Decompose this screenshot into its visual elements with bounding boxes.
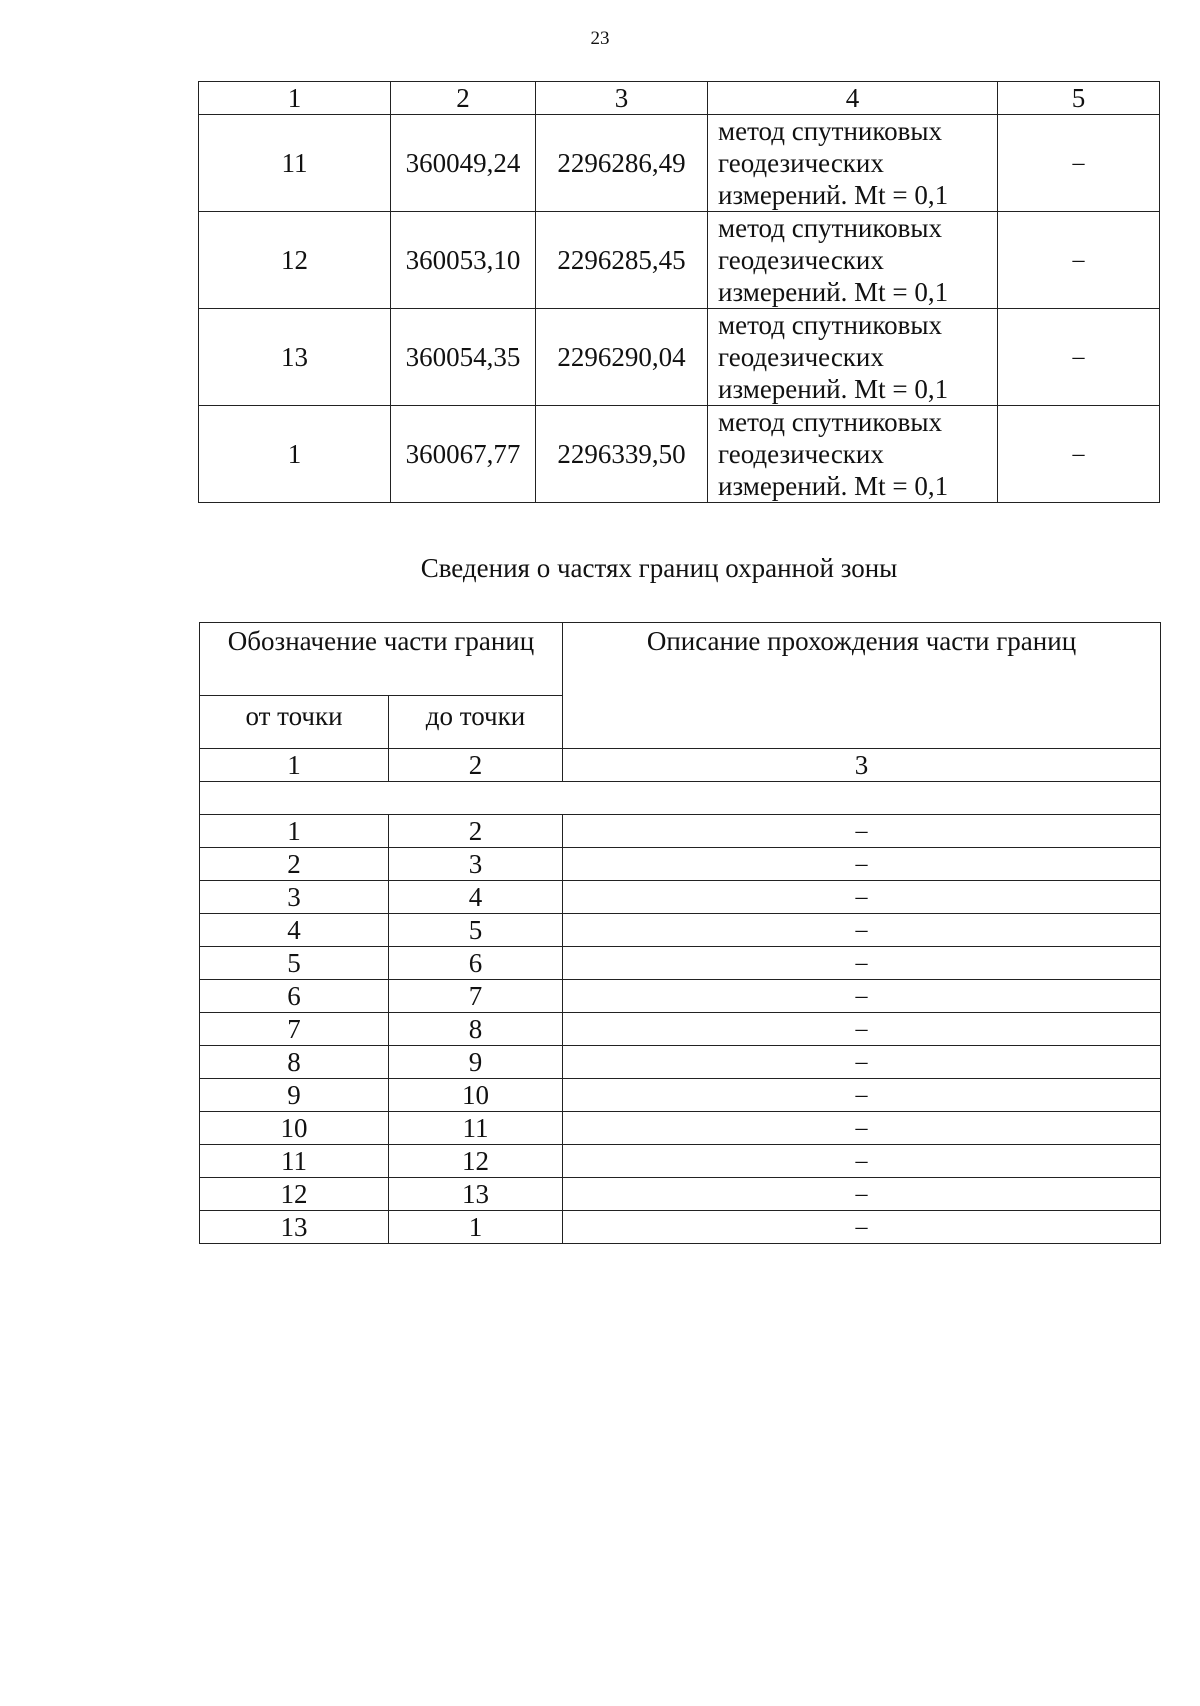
empty-cell	[200, 782, 1161, 815]
header-from-point: от точки	[200, 696, 389, 749]
note-dash: –	[998, 115, 1160, 212]
coordinate-row	[199, 309, 1160, 406]
to-point: 3	[389, 848, 563, 881]
from-point: 5	[200, 947, 389, 980]
boundary-part-row	[200, 1145, 1161, 1178]
empty-row	[200, 782, 1161, 815]
description-dash: –	[563, 1112, 1161, 1145]
from-point: 7	[200, 1013, 389, 1046]
method-line: измерений. Mt = 0,1	[718, 374, 949, 404]
description-dash: –	[563, 881, 1161, 914]
method-line: измерений. Mt = 0,1	[718, 471, 949, 501]
description-dash: –	[563, 1178, 1161, 1211]
description-dash: –	[563, 1145, 1161, 1178]
boundary-part-row	[200, 1079, 1161, 1112]
coordinate-y: 2296285,45	[536, 212, 708, 309]
from-point: 13	[200, 1211, 389, 1244]
to-point: 7	[389, 980, 563, 1013]
description-dash: –	[563, 1046, 1161, 1079]
column-number: 2	[391, 82, 536, 115]
to-point: 6	[389, 947, 563, 980]
note-dash: –	[998, 309, 1160, 406]
method-line: метод спутниковых	[718, 116, 942, 146]
point-number: 13	[199, 309, 391, 406]
method-line: метод спутниковых	[718, 213, 942, 243]
from-point: 3	[200, 881, 389, 914]
header-designation: Обозначение части границ	[200, 623, 563, 696]
description-dash: –	[563, 1079, 1161, 1112]
header-description: Описание прохождения части границ	[563, 623, 1161, 749]
point-number: 1	[199, 406, 391, 503]
to-point: 12	[389, 1145, 563, 1178]
to-point: 2	[389, 815, 563, 848]
to-point: 5	[389, 914, 563, 947]
from-point: 4	[200, 914, 389, 947]
boundary-parts-table	[199, 622, 1161, 1244]
boundary-part-row	[200, 1112, 1161, 1145]
method-line: измерений. Mt = 0,1	[718, 277, 949, 307]
method-line: геодезических	[718, 439, 884, 469]
coordinate-x: 360049,24	[391, 115, 536, 212]
coordinate-y: 2296286,49	[536, 115, 708, 212]
header-to-point: до точки	[389, 696, 563, 749]
boundary-part-row	[200, 881, 1161, 914]
point-number: 11	[199, 115, 391, 212]
method-cell	[708, 406, 998, 503]
column-number-row	[200, 749, 1161, 782]
from-point: 8	[200, 1046, 389, 1079]
to-point: 9	[389, 1046, 563, 1079]
to-point: 10	[389, 1079, 563, 1112]
coordinate-x: 360067,77	[391, 406, 536, 503]
coordinate-x: 360053,10	[391, 212, 536, 309]
coordinate-row	[199, 212, 1160, 309]
column-number: 2	[389, 749, 563, 782]
coordinate-y: 2296290,04	[536, 309, 708, 406]
to-point: 1	[389, 1211, 563, 1244]
description-dash: –	[563, 914, 1161, 947]
coordinate-y: 2296339,50	[536, 406, 708, 503]
boundary-part-row	[200, 1178, 1161, 1211]
description-dash: –	[563, 848, 1161, 881]
point-number: 12	[199, 212, 391, 309]
from-point: 11	[200, 1145, 389, 1178]
method-cell	[708, 309, 998, 406]
description-dash: –	[563, 980, 1161, 1013]
from-point: 10	[200, 1112, 389, 1145]
description-dash: –	[563, 815, 1161, 848]
coordinate-row	[199, 406, 1160, 503]
from-point: 1	[200, 815, 389, 848]
description-dash: –	[563, 1211, 1161, 1244]
method-line: геодезических	[718, 148, 884, 178]
column-number: 3	[563, 749, 1161, 782]
boundary-part-row	[200, 980, 1161, 1013]
method-line: метод спутниковых	[718, 310, 942, 340]
method-line: геодезических	[718, 342, 884, 372]
description-dash: –	[563, 1013, 1161, 1046]
from-point: 12	[200, 1178, 389, 1211]
boundary-part-row	[200, 914, 1161, 947]
boundary-part-row	[200, 815, 1161, 848]
from-point: 6	[200, 980, 389, 1013]
from-point: 9	[200, 1079, 389, 1112]
column-number: 5	[998, 82, 1160, 115]
column-number: 1	[200, 749, 389, 782]
method-cell	[708, 115, 998, 212]
method-line: измерений. Mt = 0,1	[718, 180, 949, 210]
coordinates-table	[198, 81, 1160, 503]
method-line: метод спутниковых	[718, 407, 942, 437]
note-dash: –	[998, 212, 1160, 309]
column-number: 1	[199, 82, 391, 115]
boundary-part-row	[200, 1211, 1161, 1244]
coordinate-x: 360054,35	[391, 309, 536, 406]
boundary-part-row	[200, 1046, 1161, 1079]
to-point: 11	[389, 1112, 563, 1145]
section-title: Сведения о частях границ охранной зоны	[420, 553, 898, 583]
boundary-part-row	[200, 1013, 1161, 1046]
header-row	[200, 623, 1161, 696]
to-point: 4	[389, 881, 563, 914]
from-point: 2	[200, 848, 389, 881]
boundary-part-row	[200, 947, 1161, 980]
column-number: 4	[708, 82, 998, 115]
column-number-row	[199, 82, 1160, 115]
to-point: 8	[389, 1013, 563, 1046]
boundary-part-row	[200, 848, 1161, 881]
page-number: 23	[590, 28, 610, 49]
note-dash: –	[998, 406, 1160, 503]
description-dash: –	[563, 947, 1161, 980]
coordinate-row	[199, 115, 1160, 212]
to-point: 13	[389, 1178, 563, 1211]
method-cell	[708, 212, 998, 309]
column-number: 3	[536, 82, 708, 115]
method-line: геодезических	[718, 245, 884, 275]
